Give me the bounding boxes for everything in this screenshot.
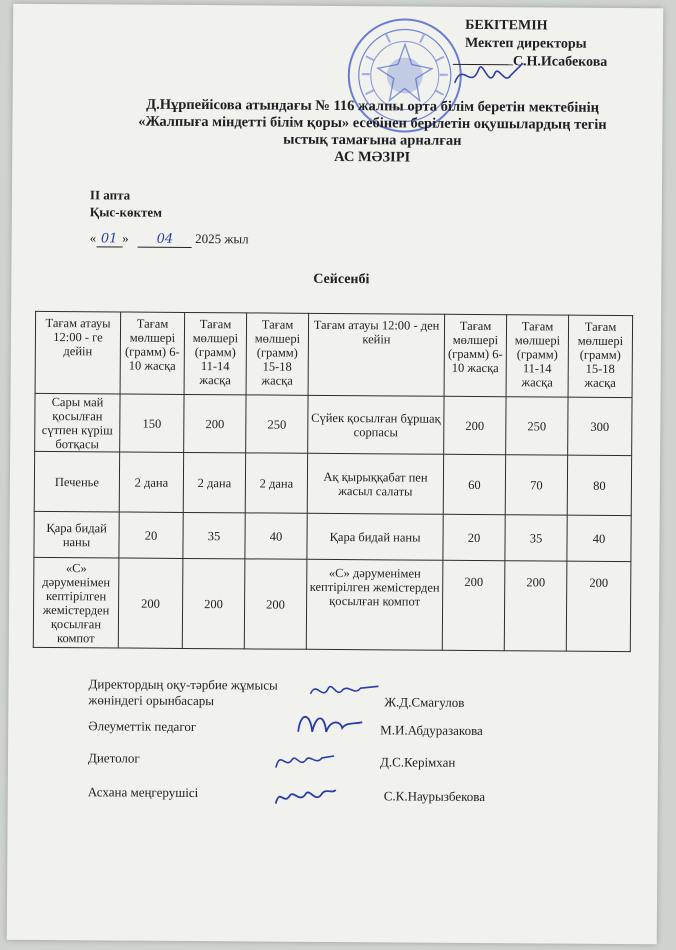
signatory-role: Әлеуметтік педагог xyxy=(88,718,197,735)
signatory-role: Асхана меңгерушісі xyxy=(87,784,199,801)
document-page xyxy=(7,4,664,945)
header-cell: Тағам мөлшері (грамм) 11-14 жасқа xyxy=(506,315,569,397)
header-cell: Тағам мөлшері (грамм) 11-14 жасқа xyxy=(184,312,247,394)
date-month: 04 xyxy=(138,232,192,248)
season-label: Қыс-көктем xyxy=(89,204,163,220)
header-cell: Тағам мөлшері (грамм) 6-10 жасқа xyxy=(120,312,185,394)
approval-position: Мектеп директоры xyxy=(464,35,587,52)
signatory-name: Д.С.Керімхан xyxy=(379,754,456,770)
header-cell: Тағам мөлшері (грамм) 6-10 жасқа xyxy=(444,314,507,396)
signatory-name: С.К.Наурызбекова xyxy=(383,788,486,805)
approval-name: С.Н.Исабекова xyxy=(512,54,608,70)
social-teacher-signature xyxy=(290,706,370,741)
date-line: « 01 » 04 2025 жыл xyxy=(89,230,249,247)
header-cell: Тағам атауы 12:00 - ден кейін xyxy=(308,313,445,396)
header-cell: Тағам мөлшері (грамм) 15-18 жасқа xyxy=(246,313,309,395)
signatory-role: Директордың оқу-тәрбие жұмысы жөніндегі орынбасары xyxy=(88,676,278,709)
week-label: II апта xyxy=(89,187,131,203)
director-signature xyxy=(449,55,529,96)
document-title: Д.Нұрпейісова атындағы № 116 жалпы орта білім беретін мектебінің «Жалпыға міндетті білім қоры» есебінен берілетін оқушылардың тегін ыстық тамағына арналған АС МӘЗІРІ xyxy=(138,96,607,166)
day-of-week: Сейсенбі xyxy=(313,271,370,288)
deputy-signature xyxy=(304,676,384,707)
signatory-name: М.И.Абдуразакова xyxy=(380,722,483,739)
table-row: «С» дәруменімен кептірілген жемістерден қосылған компот 200 200 200 «С» дәруменімен кептірілген жемістерден қосылған компот 200 200 200 xyxy=(33,557,631,651)
table-row: Печенье 2 дана 2 дана 2 дана Ақ қырыққабат пен жасыл салаты 60 70 80 xyxy=(34,451,631,515)
signatory-name: Ж.Д.Смагулов xyxy=(384,694,465,710)
table-header-row xyxy=(35,311,633,397)
header-cell: Тағам атауы 12:00 - ге дейін xyxy=(35,311,121,394)
approval-heading: БЕКІТЕМІН xyxy=(465,17,548,34)
table-row: Сары май қосылған сүтпен күріш ботқасы 150 200 250 Сүйек қосылған бұршақ сорпасы 200 250 300 xyxy=(35,393,632,455)
date-day: 01 xyxy=(96,231,122,247)
menu-table xyxy=(33,311,633,652)
dietitian-signature xyxy=(270,746,340,776)
date-year: 2025 жыл xyxy=(195,231,249,247)
header-cell: Тағам мөлшері (грамм) 15-18 жасқа xyxy=(568,315,633,397)
table-row: Қара бидай наны 20 35 40 Қара бидай наны 20 35 40 xyxy=(34,511,631,561)
signatory-role: Диетолог xyxy=(87,750,140,766)
canteen-manager-signature xyxy=(270,780,340,814)
